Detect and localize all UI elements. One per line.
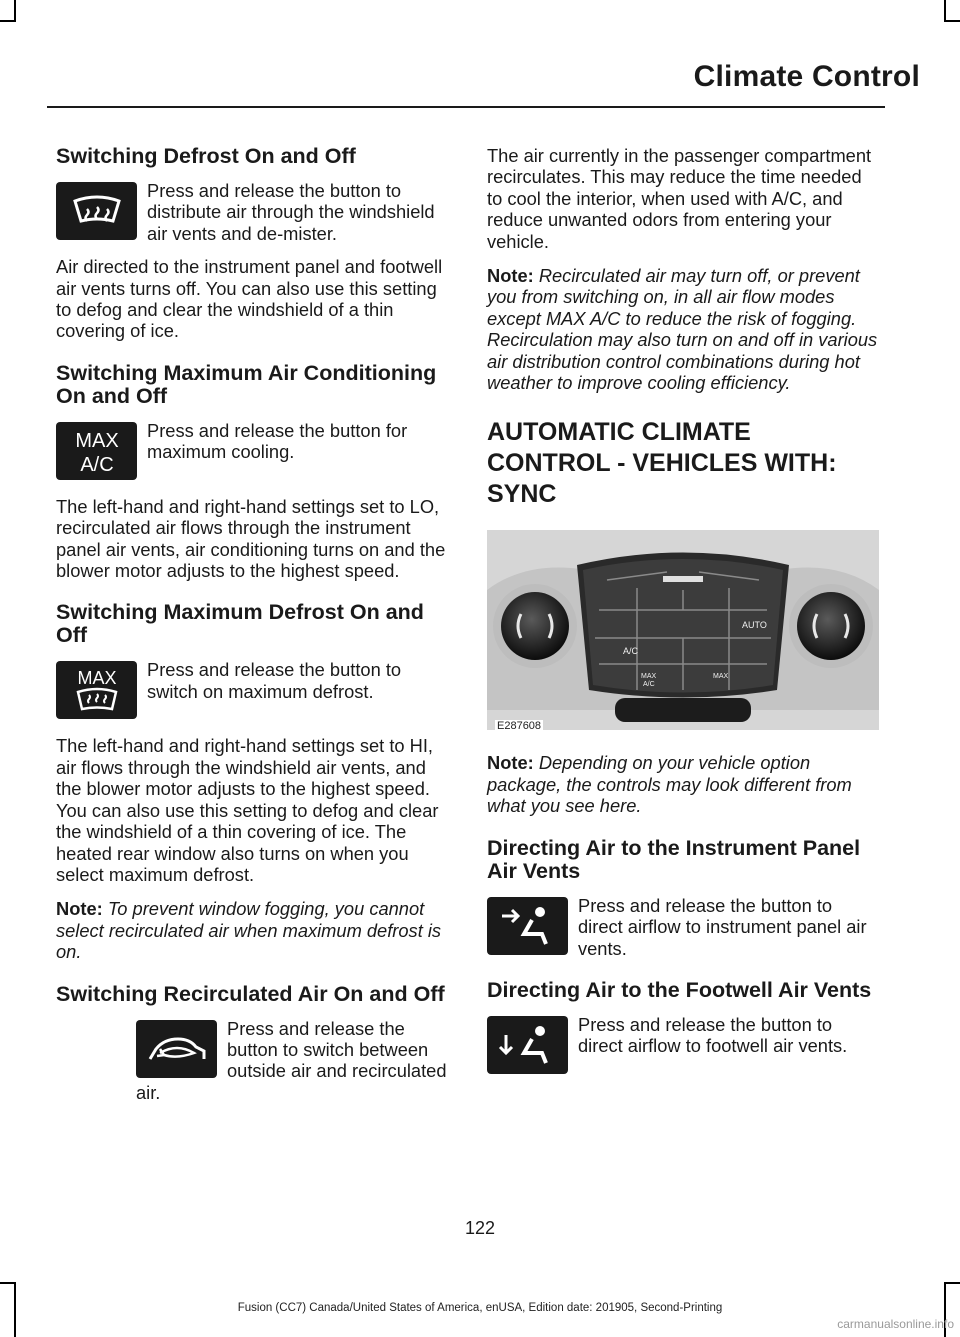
max-label: MAX bbox=[641, 673, 657, 681]
recirc-instruction-text: Press and release the button to switch between outside air and recirculated air. bbox=[136, 1017, 447, 1103]
image-code: E287608 bbox=[497, 720, 542, 733]
ac-label: A/C bbox=[623, 646, 639, 657]
note-text: To prevent window fogging, you cannot select recirculated air when maximum defrost is on. bbox=[56, 898, 442, 963]
section-heading-automatic-climate bbox=[487, 417, 881, 510]
defrost-instruction bbox=[56, 180, 448, 244]
crop-mark bbox=[0, 20, 16, 22]
crop-mark bbox=[944, 20, 960, 22]
page-number: 122 bbox=[464, 1218, 496, 1238]
watermark: carmanualsonline.info bbox=[837, 1317, 954, 1331]
left-column bbox=[56, 145, 448, 1115]
max-ac-icon bbox=[56, 422, 137, 480]
section-heading-recirculated-air: Switching Recirculated Air On and Off bbox=[56, 981, 445, 1006]
section-heading-max-defrost: Switching Maximum Defrost On and Off bbox=[56, 600, 424, 648]
recirc-instruction bbox=[56, 1018, 448, 1104]
controls-note bbox=[487, 752, 881, 816]
header-divider bbox=[47, 106, 885, 108]
section-heading-footwell: Directing Air to the Footwell Air Vents bbox=[487, 977, 872, 1002]
heading-line-3: SYNC bbox=[487, 480, 557, 509]
footwell-instruction-text: Press and release the button to direct airflow to footwell air vents. bbox=[578, 1013, 848, 1057]
max-ac-instruction bbox=[56, 420, 448, 484]
defrost-icon bbox=[56, 182, 137, 240]
max-defrost-instruction bbox=[56, 659, 448, 723]
max-ac-instruction-text: Press and release the button for maximum cooling. bbox=[147, 419, 408, 463]
recirc-note bbox=[487, 265, 881, 393]
climate-control-panel-photo bbox=[487, 530, 879, 733]
panel-vents-instruction-text: Press and release the button to direct airflow to instrument panel air vents. bbox=[578, 894, 867, 959]
recirculated-air-icon bbox=[136, 1020, 217, 1078]
note-text: Recirculated air may turn off, or prevent you from switching on, in all air flow modes except MAX A/C to reduce the risk of fogging. Recirculation may also turn on and off in various air distribution control combinations during hot weather to improve cooling efficiency. bbox=[487, 265, 878, 394]
heading-line-2: CONTROL - VEHICLES WITH: bbox=[487, 449, 837, 478]
recirc-body: The air currently in the passenger compartment recirculates. This may reduce the time needed to cool the interior, when used with A/C, and reduce unwanted odors from entering your vehicle. bbox=[487, 145, 872, 252]
max-defrost-note bbox=[56, 898, 448, 962]
crop-mark bbox=[944, 1282, 960, 1284]
right-column bbox=[487, 145, 881, 1090]
heading-line-1: AUTOMATIC CLIMATE bbox=[487, 418, 751, 447]
section-heading-panel-vents: Directing Air to the Instrument Panel Air Vents bbox=[487, 835, 861, 883]
max-ac-body: The left-hand and right-hand settings set to LO, recirculated air flows through the instrument panel air vents, air conditioning turns on and the blower motor adjusts to the highest speed. bbox=[56, 495, 446, 582]
crop-mark bbox=[14, 0, 16, 22]
note-label: Note: bbox=[487, 265, 534, 287]
footer-text: Fusion (CC7) Canada/United States of America, enUSA, Edition date: 201905, Second-Printing bbox=[237, 1302, 723, 1314]
note-label: Note: bbox=[487, 752, 534, 774]
auto-label: AUTO bbox=[742, 620, 767, 631]
max-defrost-icon-label: MAX bbox=[76, 668, 117, 689]
panel-vent-airflow-icon bbox=[487, 897, 568, 955]
max-defrost-label: MAX bbox=[713, 673, 729, 681]
footwell-instruction bbox=[487, 1014, 881, 1078]
note-label: Note: bbox=[56, 898, 103, 920]
note-text: Depending on your vehicle option package, the controls may look different from what you see here. bbox=[487, 752, 852, 817]
max-defrost-body: The left-hand and right-hand settings set to HI, air flows through the windshield air vents, and the blower motor adjusts to the highest speed. You can also use this setting to defog and clear the windshield of a thin covering of ice. The heated rear window also turns on when you select maximum defrost. bbox=[56, 735, 439, 885]
max-defrost-icon bbox=[56, 661, 137, 719]
max-ac-icon-bottom: A/C bbox=[79, 453, 114, 476]
footwell-airflow-icon bbox=[487, 1016, 568, 1074]
page-title: Climate Control bbox=[693, 60, 920, 93]
crop-mark bbox=[0, 1282, 16, 1284]
defrost-instruction-text: Press and release the button to distribute air through the windshield air vents and de-mister. bbox=[147, 180, 435, 244]
panel-vents-instruction bbox=[487, 895, 881, 959]
section-heading-defrost: Switching Defrost On and Off bbox=[56, 144, 356, 168]
section-heading-max-ac: Switching Maximum Air Conditioning On and Off bbox=[56, 360, 437, 408]
max-ac-label: A/C bbox=[643, 681, 655, 689]
crop-mark bbox=[944, 0, 946, 22]
max-ac-icon-top: MAX bbox=[74, 429, 119, 452]
defrost-body: Air directed to the instrument panel and footwell air vents turns off. You can also use this setting to defog and clear the windshield of a thin covering of ice. bbox=[56, 256, 443, 342]
max-defrost-instruction-text: Press and release the button to switch on maximum defrost. bbox=[147, 659, 402, 702]
